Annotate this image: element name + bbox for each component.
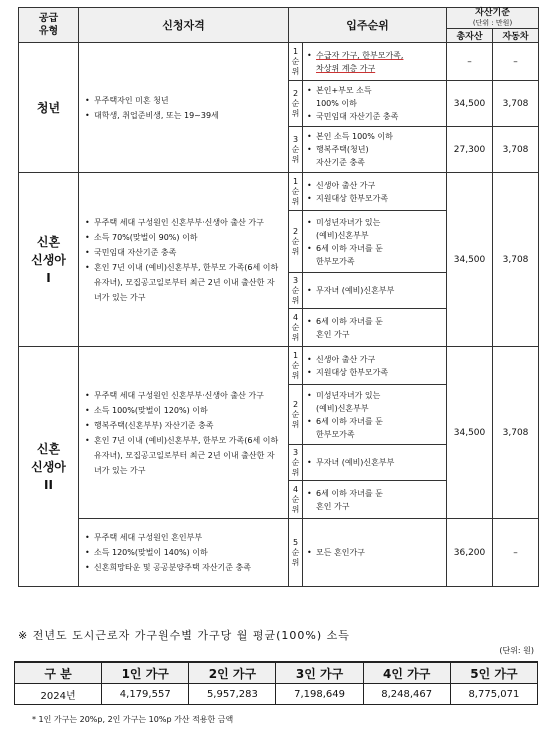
qualification-item: • 무주택 세대 구성원인 신혼부부·신생아 출산 가구 bbox=[85, 215, 282, 230]
income-cell: 5,957,283 bbox=[189, 684, 276, 705]
car-value: 3,708 bbox=[493, 81, 539, 127]
total-asset-value: 34,500 bbox=[447, 347, 493, 519]
income-cell: 2024년 bbox=[15, 684, 102, 705]
qualification-item: • 국민임대 자산기준 충족 bbox=[85, 245, 282, 260]
qualification-item: • 소득 120%(맞벌이 140%) 이하 bbox=[85, 545, 282, 560]
qualification-item: • 혼인 7년 이내 (예비)신혼부부, 한부모 가족(6세 이하 유자녀), 모집공고일로부터 최근 2년 이내 출산한 자녀가 있는 가구 bbox=[85, 433, 282, 478]
rank-label: 2 순 위 bbox=[289, 385, 303, 445]
criteria-item: • 본인+부모 소득 100% 이하 bbox=[307, 84, 442, 110]
income-header: 2인 가구 bbox=[189, 662, 276, 684]
qualification-youth bbox=[79, 43, 289, 173]
qualification-newlywed-2-extra bbox=[79, 519, 289, 587]
rank-label: 4 순 위 bbox=[289, 481, 303, 519]
qualification-item: • 무주택자인 미혼 청년 bbox=[85, 93, 282, 108]
rank-criteria bbox=[303, 127, 447, 173]
supply-type-header: 공급 유형 bbox=[19, 8, 79, 43]
car-value: 3,708 bbox=[493, 347, 539, 519]
qualification-newlywed-1 bbox=[79, 173, 289, 347]
qualification-item: • 행복주택(신혼부부) 자산기준 충족 bbox=[85, 418, 282, 433]
asset-standard-header bbox=[447, 8, 539, 29]
car-value: – bbox=[493, 43, 539, 81]
criteria-item: • 수급자 가구, 한부모가족, 차상위 계층 가구 bbox=[307, 49, 442, 75]
total-asset-header: 총자산 bbox=[447, 29, 493, 43]
criteria-item: • 지원대상 한부모가족 bbox=[307, 192, 442, 205]
supply-type-youth: 청년 bbox=[19, 43, 79, 173]
criteria-item: • 행복주택(청년) 자산기준 충족 bbox=[307, 143, 442, 169]
criteria-item: • 미성년자녀가 있는 (예비)신혼부부 bbox=[307, 216, 442, 242]
qualification-item: • 신혼희망타운 및 공공분양주택 자산기준 충족 bbox=[85, 560, 282, 575]
rank-label: 3 순 위 bbox=[289, 273, 303, 309]
rank-label: 2 순 위 bbox=[289, 81, 303, 127]
income-table bbox=[14, 661, 538, 705]
asset-standard-label: 자산기준 bbox=[475, 8, 510, 18]
rank-label: 5 순 위 bbox=[289, 519, 303, 587]
car-value: – bbox=[493, 519, 539, 587]
rank-label: 1 순 위 bbox=[289, 173, 303, 211]
rank-criteria bbox=[303, 211, 447, 273]
rank-criteria bbox=[303, 385, 447, 445]
criteria-item: • 본인 소득 100% 이하 bbox=[307, 130, 442, 143]
rank-criteria bbox=[303, 173, 447, 211]
criteria-item: • 6세 이하 자녀를 둔 혼인 가구 bbox=[307, 487, 442, 513]
income-header: 구 분 bbox=[15, 662, 102, 684]
criteria-item: • 6세 이하 자녀를 둔 한부모가족 bbox=[307, 242, 442, 268]
qualification-header: 신청자격 bbox=[79, 8, 289, 43]
income-footnote: * 1인 가구는 20%p, 2인 가구는 10%p 가산 적용한 금액 bbox=[32, 715, 234, 724]
total-asset-value: 34,500 bbox=[447, 81, 493, 127]
rank-criteria bbox=[303, 481, 447, 519]
supply-type-newlywed-2: 신혼 신생아 II bbox=[19, 347, 79, 587]
rank-criteria bbox=[303, 273, 447, 309]
rank-label: 3 순 위 bbox=[289, 445, 303, 481]
income-header: 1인 가구 bbox=[102, 662, 189, 684]
asset-unit-label: (단위 : 만원) bbox=[472, 19, 513, 27]
income-cell: 8,775,071 bbox=[450, 684, 537, 705]
rank-label: 1 순 위 bbox=[289, 347, 303, 385]
income-cell: 7,198,649 bbox=[276, 684, 363, 705]
income-cell: 8,248,467 bbox=[363, 684, 450, 705]
qualification-item: • 무주택 세대 구성원인 혼인부부 bbox=[85, 530, 282, 545]
criteria-item: • 무자녀 (예비)신혼부부 bbox=[307, 456, 442, 469]
car-value: 3,708 bbox=[493, 173, 539, 347]
rank-label: 1 순 위 bbox=[289, 43, 303, 81]
income-header: 4인 가구 bbox=[363, 662, 450, 684]
income-cell: 4,179,557 bbox=[102, 684, 189, 705]
rank-criteria bbox=[303, 43, 447, 81]
total-asset-value: 36,200 bbox=[447, 519, 493, 587]
rank-criteria bbox=[303, 445, 447, 481]
income-header: 3인 가구 bbox=[276, 662, 363, 684]
total-asset-value: 34,500 bbox=[447, 173, 493, 347]
total-asset-value: – bbox=[447, 43, 493, 81]
criteria-item: • 신생아 출산 가구 bbox=[307, 179, 442, 192]
criteria-item: • 신생아 출산 가구 bbox=[307, 353, 442, 366]
rank-criteria bbox=[303, 81, 447, 127]
income-note-title: ※ 전년도 도시근로자 가구원수별 가구당 월 평균(100%) 소득 bbox=[18, 629, 350, 642]
rank-criteria bbox=[303, 309, 447, 347]
qualification-item: • 대학생, 취업준비생, 또는 19~39세 bbox=[85, 108, 282, 123]
priority-header: 입주순위 bbox=[289, 8, 447, 43]
rank-criteria bbox=[303, 519, 447, 587]
criteria-item: • 국민임대 자산기준 충족 bbox=[307, 110, 442, 123]
qualification-item: • 소득 100%(맞벌이 120%) 이하 bbox=[85, 403, 282, 418]
car-header: 자동차 bbox=[493, 29, 539, 43]
criteria-item: • 지원대상 한부모가족 bbox=[307, 366, 442, 379]
qualification-newlywed-2 bbox=[79, 347, 289, 519]
qualification-item: • 무주택 세대 구성원인 신혼부부·신생아 출산 가구 bbox=[85, 388, 282, 403]
income-header: 5인 가구 bbox=[450, 662, 537, 684]
rank-label: 2 순 위 bbox=[289, 211, 303, 273]
car-value: 3,708 bbox=[493, 127, 539, 173]
criteria-item: • 6세 이하 자녀를 둔 한부모가족 bbox=[307, 415, 442, 441]
supply-type-newlywed-1: 신혼 신생아 I bbox=[19, 173, 79, 347]
criteria-item: • 미성년자녀가 있는 (예비)신혼부부 bbox=[307, 389, 442, 415]
income-unit: (단위: 원) bbox=[499, 646, 534, 655]
rank-label: 4 순 위 bbox=[289, 309, 303, 347]
eligibility-table bbox=[18, 7, 539, 587]
criteria-item: • 6세 이하 자녀를 둔 혼인 가구 bbox=[307, 315, 442, 341]
total-asset-value: 27,300 bbox=[447, 127, 493, 173]
rank-label: 3 순 위 bbox=[289, 127, 303, 173]
rank-criteria bbox=[303, 347, 447, 385]
qualification-item: • 혼인 7년 이내 (예비)신혼부부, 한부모 가족(6세 이하 유자녀), 모집공고일로부터 최근 2년 이내 출산한 자녀가 있는 가구 bbox=[85, 260, 282, 305]
criteria-item: • 무자녀 (예비)신혼부부 bbox=[307, 284, 442, 297]
qualification-item: • 소득 70%(맞벌이 90%) 이하 bbox=[85, 230, 282, 245]
criteria-item: • 모든 혼인가구 bbox=[307, 546, 442, 559]
